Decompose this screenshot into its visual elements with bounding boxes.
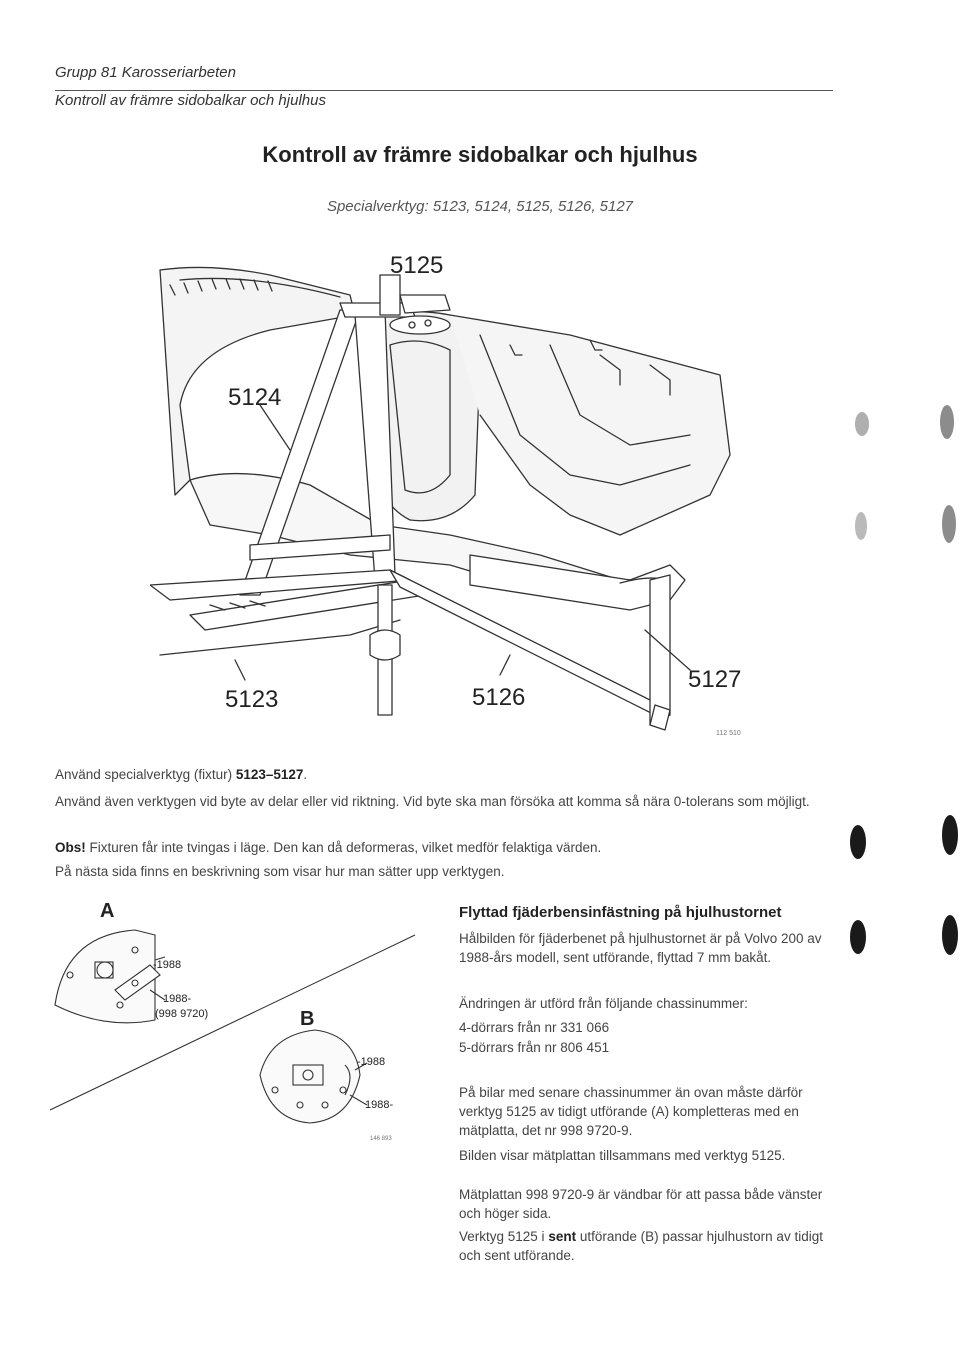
detail-ref: 146 893 [370,1136,392,1142]
binder-hole-mark [855,412,869,436]
special-tools: Specialverktyg: 5123, 5124, 5125, 5126, 5127 [326,198,634,215]
intro-line-2: Använd även verktygen vid byte av delar eller vid riktning. Vid byte ska man försöka att komma så nära 0-tolerans som möjligt. [55,794,810,809]
binder-hole-mark [940,405,954,439]
section-p2: Ändringen är utförd från följande chassinummer: [459,996,748,1011]
page-title: Kontroll av främre sidobalkar och hjulhus [262,142,698,167]
binder-hole-mark [942,815,958,855]
a-post-1988: 1988- [163,993,192,1005]
b-post-1988: 1988- [365,1099,394,1111]
header-divider [55,90,833,91]
label-a: A [100,900,115,922]
section-p1: Hålbilden för fjäderbenet på hjulhustornet är på Volvo 200 av 1988-års modell, sent utförande, flyttad 7 mm bakåt. [459,931,822,965]
label-b: B [300,1008,315,1030]
section-p6: Verktyg 5125 i sent utförande (B) passar hjulhustorn av tidigt och sent utförande. [459,1229,823,1263]
header-group: Grupp 81 Karosseriarbeten [55,64,236,81]
detail-figure-ab [45,895,425,1145]
fixture-illustration [150,235,770,740]
binder-hole-mark [855,512,867,540]
section-p4: Bilden visar mätplattan tillsammans med verktyg 5125. [459,1148,786,1163]
a-pre-1988: -1988 [153,959,182,971]
label-5125: 5125 [390,252,444,279]
section-heading: Flyttad fjäderbensinfästning på hjulhustornet [459,904,782,921]
section-p3: På bilar med senare chassinummer än ovan måste därför verktyg 5125 av tidigt utförande (A) kompletteras med en mätplatta, det nr 998 9720-9. [459,1085,803,1138]
label-5124: 5124 [228,384,282,411]
b-pre-1988: -1988 [357,1056,386,1068]
label-5126: 5126 [472,684,526,711]
binder-hole-mark [942,505,956,543]
a-part-number: (998 9720) [155,1008,209,1020]
binder-hole-mark [850,825,866,859]
intro-line-4: På nästa sida finns en beskrivning som visar hur man sätter upp verktygen. [55,864,505,879]
intro-line-1: Använd specialverktyg (fixtur) 5123–5127. [55,767,308,782]
binder-hole-mark [850,920,866,954]
figure-ref: 112 510 [716,730,741,737]
label-5123: 5123 [225,686,279,713]
label-5127: 5127 [688,666,742,693]
obs-note: Obs! Fixturen får inte tvingas i läge. Den kan då deformeras, vilket medför felaktiga värden. [55,840,602,855]
header-subtitle: Kontroll av främre sidobalkar och hjulhus [55,92,326,109]
chassis-5-door: 5-dörrars från nr 806 451 [459,1040,610,1055]
binder-hole-mark [942,915,958,955]
chassis-4-door: 4-dörrars från nr 331 066 [459,1020,610,1035]
section-p5: Mätplattan 998 9720-9 är vändbar för att passa både vänster och höger sida. [459,1187,823,1221]
